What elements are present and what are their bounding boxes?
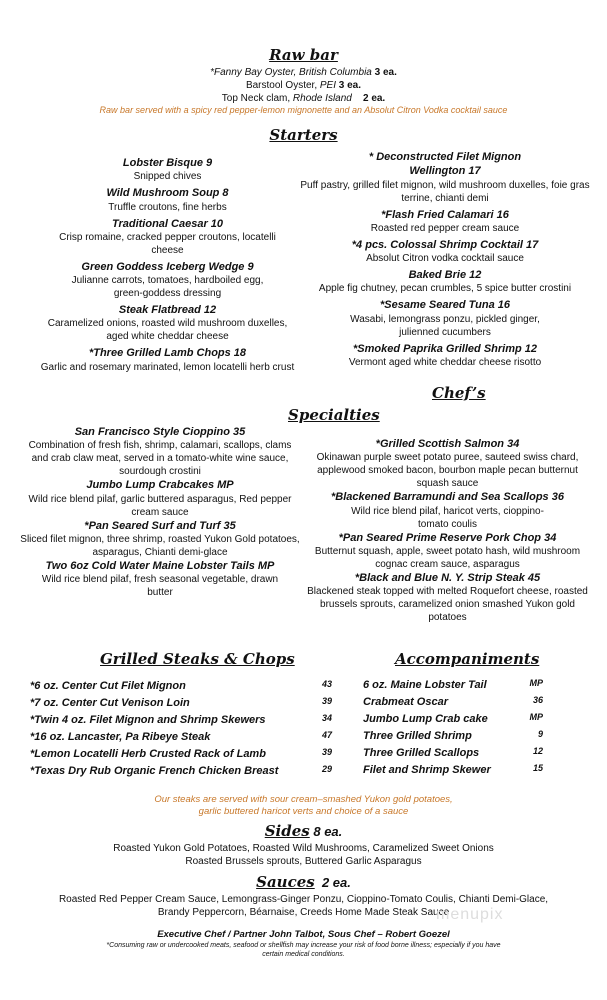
starter-item: *Three Grilled Lamb Chops 18 Garlic and rosemary marinated, lemon locatelli herb crust — [40, 347, 295, 373]
accompaniment-item: 6 oz. Maine Lobster Tail MP — [363, 678, 543, 691]
chefs-credit: Executive Chef / Partner John Talbot, Sous Chef – Robert Goezel — [157, 929, 450, 940]
grilled-item: *Texas Dry Rub Organic French Chicken Breast 29 — [30, 764, 332, 777]
starter-item: * Deconstructed Filet Mignon Wellington 17 Puff pastry, grilled filet mignon, wild mushroom duxelles, foie gras terrine, chianti demi — [300, 151, 590, 204]
sides-price: 8 ea. — [309, 824, 343, 839]
chefs-title-top: Chef’s — [432, 384, 486, 402]
starter-item: Traditional Caesar 10 Crisp romaine, cracked pepper croutons, locatelli cheese — [59, 217, 276, 256]
specialty-item: *Black and Blue N. Y. Strip Steak 45 Blackened steak topped with melted Roquefort cheese, roasted brussels sprouts, caramelized onion smashed Yukon gold potatoes — [307, 571, 588, 624]
footer — [0, 929, 607, 960]
grilled-list — [30, 679, 332, 781]
starters-right-column — [300, 150, 590, 369]
starter-item: *Smoked Paprika Grilled Shrimp 12 Vermont aged white cheddar cheese risotto — [348, 342, 542, 369]
starter-item: Baked Brie 12 Apple fig chutney, pecan crumbles, 5 spice butter crostini — [318, 269, 572, 295]
steak-note: Our steaks are served with sour cream–smashed Yukon gold potatoes, garlic buttered haricot verts and choice of a sauce — [154, 794, 453, 818]
specialty-item: *Blackened Barramundi and Sea Scallops 36 Wild rice blend pilaf, haricot verts, cioppino-tomato coulis — [331, 491, 564, 530]
sides-title: Sides — [264, 822, 310, 840]
accompaniment-item: Three Grilled Scallops 12 — [363, 746, 543, 759]
specialties-title-wrap — [288, 406, 380, 426]
raw-bar-section — [0, 46, 607, 116]
accompaniment-item: Three Grilled Shrimp 9 — [363, 729, 543, 742]
sides-line: Roasted Yukon Gold Potatoes, Roasted Wild Mushrooms, Caramelized Sweet Onions — [113, 842, 494, 854]
raw-bar-note: Raw bar served with a spicy red pepper-lemon mignonette and an Absolut Citron Vodka cocktail sauce — [99, 104, 508, 115]
specialty-item: *Pan Seared Surf and Turf 35 Sliced filet mignon, three shrimp, roasted Yukon Gold potatoes, asparagus, Chianti demi-glace — [20, 519, 300, 558]
starter-item: Lobster Bisque 9 Snipped chives — [122, 157, 213, 183]
specialties-right-column — [300, 437, 595, 624]
accompaniments-title: Accompaniments — [395, 650, 540, 668]
sauces-section — [0, 873, 607, 919]
starter-item: *Flash Fried Calamari 16 Roasted red pepper cream sauce — [370, 208, 520, 234]
grilled-title-wrap — [100, 650, 295, 670]
grilled-item: *6 oz. Center Cut Filet Mignon 43 — [30, 679, 332, 692]
grilled-item: *7 oz. Center Cut Venison Loin 39 — [30, 696, 332, 709]
specialty-item: *Grilled Scottish Salmon 34 Okinawan purple sweet potato puree, sauteed swiss chard, applewood smoked bacon, bourbon maple pecan butternut squash sauce — [316, 438, 579, 490]
sauces-line: Brandy Peppercorn, Béarnaise, Creeds Home Made Steak Sauce — [157, 906, 450, 918]
starters-title-wrap — [0, 126, 607, 146]
grilled-item: *Twin 4 oz. Filet Mignon and Shrimp Skewers 34 — [30, 713, 332, 726]
starter-item: Wild Mushroom Soup 8 Truffle croutons, fine herbs — [106, 187, 229, 213]
accompaniment-item: Crabmeat Oscar 36 — [363, 695, 543, 708]
watermark: menupix — [436, 906, 504, 923]
health-warning-2: certain medical conditions. — [262, 951, 345, 959]
starters-title: Starters — [269, 126, 338, 144]
accompaniments-list — [363, 678, 543, 780]
specialties-title: Specialties — [288, 406, 380, 424]
sides-section — [0, 822, 607, 866]
sides-line: Roasted Brussels sprouts, Buttered Garlic Asparagus — [185, 855, 422, 866]
specialty-item: Jumbo Lump Crabcakes MP Wild rice blend pilaf, garlic buttered asparagus, Red pepper cream sauce — [28, 479, 292, 518]
accompaniment-item: Jumbo Lump Crab cake MP — [363, 712, 543, 725]
specialty-item: San Francisco Style Cioppino 35 Combination of fresh fish, shrimp, calamari, scallops, clams and crab claw meat, served in a tomato-white wine sauce, sourdough crostini — [28, 426, 292, 478]
specialty-item: Two 6oz Cold Water Maine Lobster Tails MP Wild rice blend pilaf, fresh seasonal vegetable, drawn butter — [41, 559, 279, 599]
grilled-title: Grilled Steaks & Chops — [100, 650, 295, 668]
sauces-line: Roasted Red Pepper Cream Sauce, Lemongrass-Ginger Ponzu, Cioppino-Tomato Coulis, Chianti Demi-Glace, — [58, 893, 549, 905]
raw-bar-item: Top Neck clam, Rhode Island 2 ea. — [221, 92, 386, 104]
grilled-item: *16 oz. Lancaster, Pa Ribeye Steak 47 — [30, 730, 332, 743]
raw-bar-item: Barstool Oyster, PEI 3 ea. — [245, 79, 362, 91]
accompaniment-item: Filet and Shrimp Skewer 15 — [363, 763, 543, 776]
specialties-left-column — [20, 425, 300, 599]
specialty-item: *Pan Seared Prime Reserve Pork Chop 34 Butternut squash, apple, sweet potato hash, wild mushroom cognac cream sauce, asparagus — [314, 531, 581, 570]
starters-left-column — [20, 156, 315, 374]
starter-item: Green Goddess Iceberg Wedge 9 Julianne carrots, tomatoes, hardboiled egg, green-goddess dressing — [71, 260, 264, 300]
sauces-price: 2 ea. — [314, 875, 351, 890]
starter-item: Steak Flatbread 12 Caramelized onions, roasted wild mushroom duxelles, aged white cheddar cheese — [47, 304, 288, 343]
sauces-title: Sauces — [256, 873, 315, 891]
grilled-item: *Lemon Locatelli Herb Crusted Rack of Lamb 39 — [30, 747, 332, 760]
raw-bar-title: Raw bar — [269, 46, 338, 64]
starter-item: *Sesame Seared Tuna 16 Wasabi, lemongrass ponzu, pickled ginger, julienned cucumbers — [350, 299, 540, 338]
raw-bar-item: *Fanny Bay Oyster, British Columbia 3 ea. — [210, 66, 397, 78]
starter-item: *4 pcs. Colossal Shrimp Cocktail 17 Absolut Citron vodka cocktail sauce — [351, 238, 539, 265]
accompaniments-title-wrap — [395, 650, 539, 670]
health-warning: *Consuming raw or undercooked meats, seafood or shellfish may increase your risk of food borne illness; especially if you have — [106, 942, 501, 950]
